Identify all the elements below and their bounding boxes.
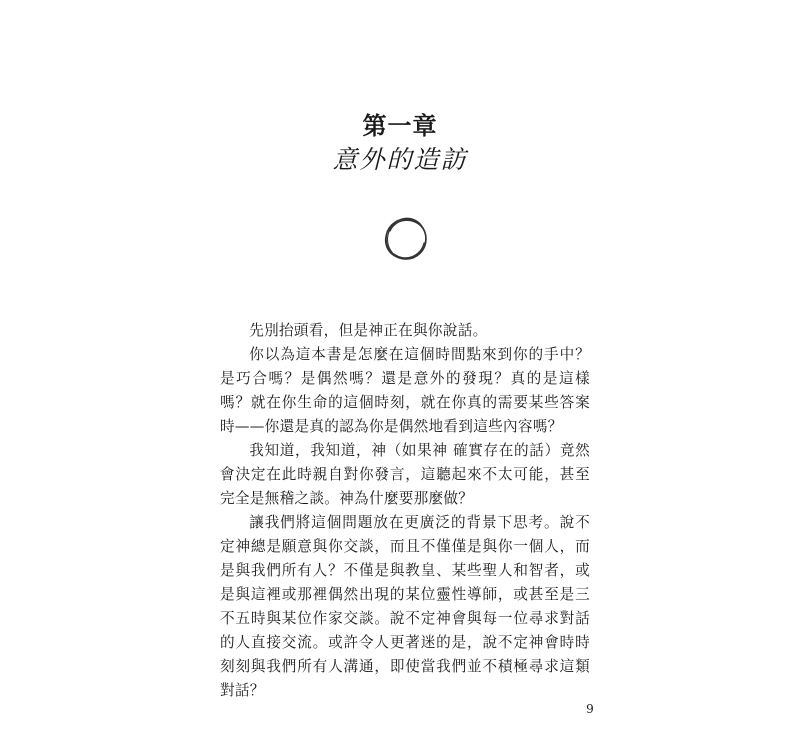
paragraph: 我知道，我知道，神（如果神 確實存在的話）竟然會決定在此時親自對你發言，這聽起來不太可能，甚至完全是無稽之談。神為什麼要那麼做？ [220, 442, 590, 507]
page-number: 9 [586, 702, 594, 716]
paragraph: 你以為這本書是怎麼在這個時間點來到你的手中？是巧合嗎？是偶然嗎？還是意外的發現？真的是這樣嗎？就在你生命的這個時刻，就在你真的需要某些答案時——你還是真的認為你是偶然地看到這些內容嗎？ [220, 346, 590, 435]
chapter-body-text [220, 319, 590, 703]
hand-drawn-circle-icon [380, 213, 432, 265]
paragraph: 先別抬頭看，但是神正在與你說話。 [249, 322, 488, 339]
chapter-title: 意外的造訪 [332, 145, 468, 174]
chapter-number: 第一章 [362, 111, 438, 140]
paragraph: 讓我們將這個問題放在更廣泛的背景下思考。說不定神總是願意與你交談，而且不僅僅是與你一個人，而是與我們所有人？不僅是與教皇、某些聖人和智者，或是與這裡或那裡偶然出現的某位靈性導師，或甚至是三不五時與某位作家交談。說不定神會與每一位尋求對話的人直接交流。或許令人更著迷的是，說不定神會時時刻刻與我們所有人溝通，即使當我們並不積極尋求這類對話？ [220, 514, 590, 699]
